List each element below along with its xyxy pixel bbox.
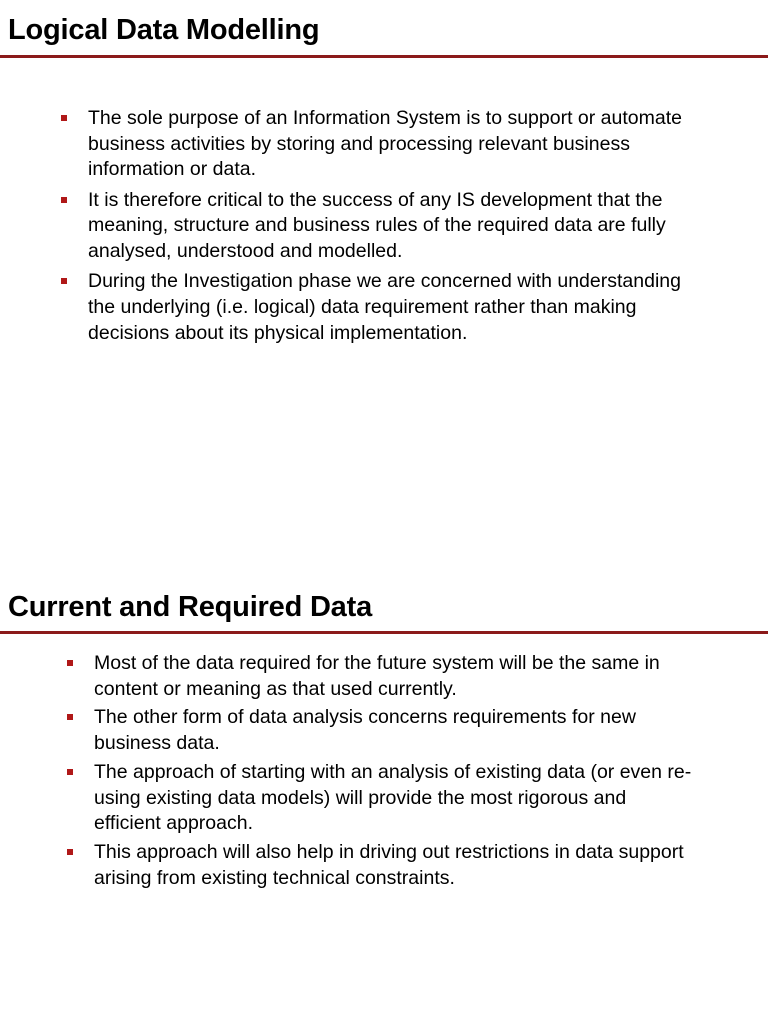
square-bullet-icon — [61, 115, 67, 121]
list-item — [88, 106, 688, 183]
bullet-list — [94, 651, 694, 894]
bullet-text: Most of the data required for the future system will be the same in content or meaning as that used currently. — [94, 652, 660, 700]
list-item — [88, 188, 688, 265]
bullet-text: It is therefore critical to the success of any IS development that the meaning, structure and business rules of the required data are fully analysed, understood and modelled. — [88, 188, 666, 263]
bullet-text: The approach of starting with an analysis of existing data (or even re-using existing data models) will provide the most rigorous and efficient approach. — [94, 760, 692, 835]
slide-current-and-required-data — [0, 576, 768, 1024]
square-bullet-icon — [61, 278, 67, 284]
list-item — [94, 651, 694, 702]
square-bullet-icon — [67, 849, 73, 855]
square-bullet-icon — [67, 769, 73, 775]
list-item — [94, 760, 694, 837]
slide-title: Current and Required Data — [8, 591, 372, 623]
square-bullet-icon — [67, 714, 73, 720]
square-bullet-icon — [67, 660, 73, 666]
bullet-text: During the Investigation phase we are concerned with understanding the underlying (i.e. logical) data requirement rather than making decisions about its physical implementation. — [88, 270, 681, 344]
bullet-text: The sole purpose of an Information System is to support or automate business activities by storing and processing relevant business information or data. — [88, 107, 682, 181]
list-item — [88, 269, 688, 346]
slide-title: Logical Data Modelling — [8, 14, 320, 46]
list-item — [94, 840, 694, 891]
bullet-list — [88, 106, 688, 351]
bullet-text: The other form of data analysis concerns requirements for new business data. — [94, 706, 636, 755]
title-divider — [0, 631, 768, 634]
square-bullet-icon — [61, 197, 67, 203]
list-item — [94, 705, 694, 756]
bullet-text: This approach will also help in driving out restrictions in data support arising from existing technical constraints. — [94, 840, 684, 889]
title-divider — [0, 55, 768, 58]
